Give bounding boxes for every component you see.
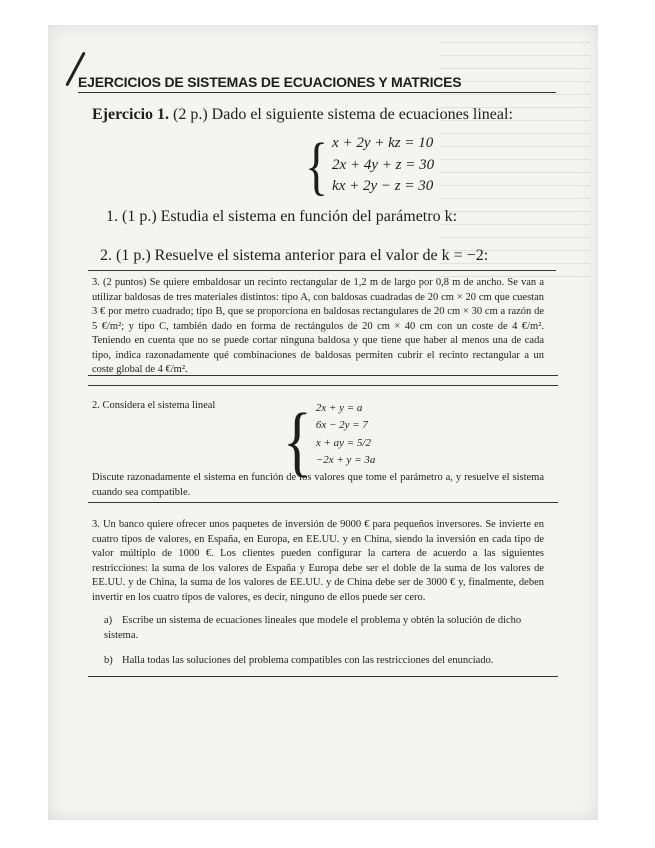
subquestion-b-text: Halla todas las soluciones del problema compatibles con las restricciones del enunciado. [122, 655, 494, 666]
divider [88, 270, 556, 271]
problema-sistema-intro: 2. Considera el sistema lineal [92, 400, 216, 411]
problema-banco-text: 3. Un banco quiere ofrecer unos paquetes de inversión de 9000 € para pequeños inversores. Se invierte en cuatro tipos de valores, en España, en Europa, en EE.UU. y en China, siendo la inversión en cada tipo de valor múltiplo de 1000 €. Los clientes pueden configurar la cartera de acuerdo a las siguientes restricciones: la suma de los valores de España y Europa debe ser el doble de la suma de los valores de EE.UU. y de China, la suma de los valores de EE.UU. y de China debe ser de 3000 € y, finalmente, deben invertir en los cuatro tipos de valores, es decir, ninguno de ellos puede ser cero. [92, 519, 544, 603]
equation: kx + 2y − z = 30 [332, 178, 434, 194]
subquestion-b [104, 654, 544, 669]
equation: −2x + y = 3a [315, 453, 376, 466]
equation: 6x − 2y = 7 [315, 419, 368, 432]
brace: { [305, 130, 329, 203]
problema-sistema-text: Discute razonadamente el sistema en función de los valores que tome el parámetro a, y resuelve el sistema cuando sea compatible. [92, 472, 544, 498]
equation: x + ay = 5/2 [315, 436, 371, 449]
divider [88, 375, 558, 376]
question-1: 1. (1 p.) Estudia el sistema en función del parámetro k: [106, 208, 458, 225]
subquestion-a-label: a) [104, 615, 113, 626]
subquestion-a-text: Escribe un sistema de ecuaciones lineales que modele el problema y obtén la solución de dicho sistema. [104, 615, 522, 641]
divider [88, 502, 558, 503]
page-title: EJERCICIOS DE SISTEMAS DE ECUACIONES Y MATRICES [78, 74, 462, 90]
divider [88, 676, 558, 677]
equation-system-1 [305, 130, 435, 203]
problema-baldosas-text: 3. (2 puntos) Se quiere embaldosar un recinto rectangular de 1,2 m de largo por 0,8 m de ancho. Se van a utilizar baldosas de tres materiales distintos: tipo A, con baldosas cuadradas de 20 cm × 20 cm que cuestan 3 € por metro cuadrado; tipo B, que se proporciona en baldosas rectangulares de 20 cm × 30 cm a razón de 5 €/m²; y tipo C, también dado en forma de rectángulos de 20 cm × 40 cm con un coste de 4 €/m². Teniendo en cuenta que no se puede cortar ninguna baldosa y que tiene que haber al menos una de cada tipo, indica razonadamente qué combinaciones de baldosas permiten cubrir el recinto rectangular a un coste global de 4 €/m². [92, 277, 544, 375]
ejercicio-1-heading [92, 106, 513, 124]
ejercicio-1-statement: Dado el siguiente sistema de ecuaciones lineal: [211, 106, 513, 123]
equation: 2x + 4y + z = 30 [332, 156, 435, 173]
question-2: 2. (1 p.) Resuelve el sistema anterior para el valor de k = −2: [100, 247, 489, 264]
ejercicio-1-label: Ejercicio 1. [92, 106, 170, 123]
divider [88, 385, 558, 386]
equation: 2x + y = a [315, 402, 363, 414]
subquestion-a [104, 614, 544, 643]
subquestion-b-label: b) [104, 655, 113, 666]
brace: { [283, 398, 312, 484]
ejercicio-1-points: (2 p.) [173, 106, 208, 123]
equation: x + 2y + kz = 10 [332, 135, 434, 151]
bleed-through-shadow [440, 30, 590, 280]
equation-system-2 [283, 398, 376, 484]
divider [78, 92, 556, 93]
